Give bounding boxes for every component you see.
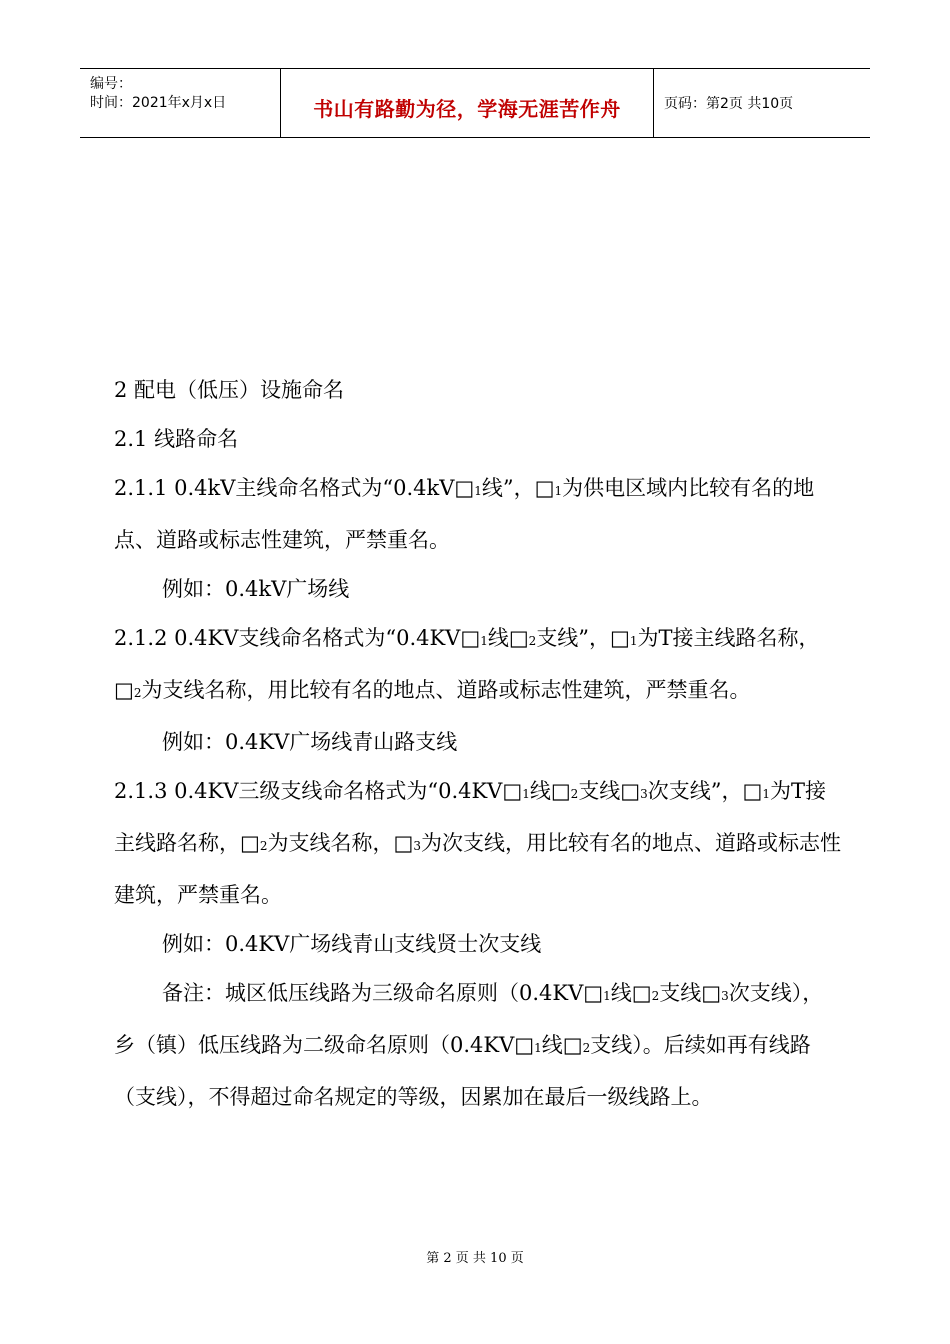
header-motto-cell <box>281 69 654 137</box>
page-footer: 第 2 页 共 10 页 <box>426 1251 524 1266</box>
doc-time-label: 时间：2021年x月x日 <box>90 95 227 111</box>
example-2-1-1: 例如：0.4kV广场线 <box>162 577 350 601</box>
header-page-cell <box>654 69 870 137</box>
document-body <box>114 366 844 1122</box>
example-2-1-3: 例如：0.4KV广场线青山支线贤士次支线 <box>162 932 542 956</box>
paragraph-2-1-2: 2.1.2 0.4KV支线命名格式为“0.4KV□1线□2支线”，□1为T接主线路名称，□2为支线名称，用比较有名的地点、道路或标志性建筑，严禁重名。 <box>114 626 820 702</box>
section-2-heading: 2 配电（低压）设施命名 <box>114 378 345 402</box>
section-2-1-heading: 2.1 线路命名 <box>114 427 239 451</box>
paragraph-2-1-3: 2.1.3 0.4KV三级支线命名格式为“0.4KV□1线□2支线□3次支线”，□1为T接主线路名称，□2为支线名称，□3为次支线，用比较有名的地点、道路或标志性建筑，严禁重名。 <box>114 779 841 907</box>
header-meta-cell <box>80 69 281 137</box>
page-header <box>80 68 870 138</box>
example-2-1-2: 例如：0.4KV广场线青山路支线 <box>162 730 458 754</box>
header-motto: 书山有路勤为径，学海无涯苦作舟 <box>313 97 621 121</box>
doc-number-label: 编号： <box>90 76 132 92</box>
note-paragraph: 备注：城区低压线路为三级命名原则（0.4KV□1线□2支线□3次支线），乡（镇）低压线路为二级命名原则（0.4KV□1线□2支线）。后续如再有线路（支线），不得超过命名规定的等级，因累加在最后一级线路上。 <box>114 981 824 1109</box>
header-page-number: 页码：第2页 共10页 <box>664 96 794 112</box>
paragraph-2-1-1: 2.1.1 0.4kV主线命名格式为“0.4kV□1线”，□1为供电区域内比较有名的地点、道路或标志性建筑，严禁重名。 <box>114 476 815 552</box>
